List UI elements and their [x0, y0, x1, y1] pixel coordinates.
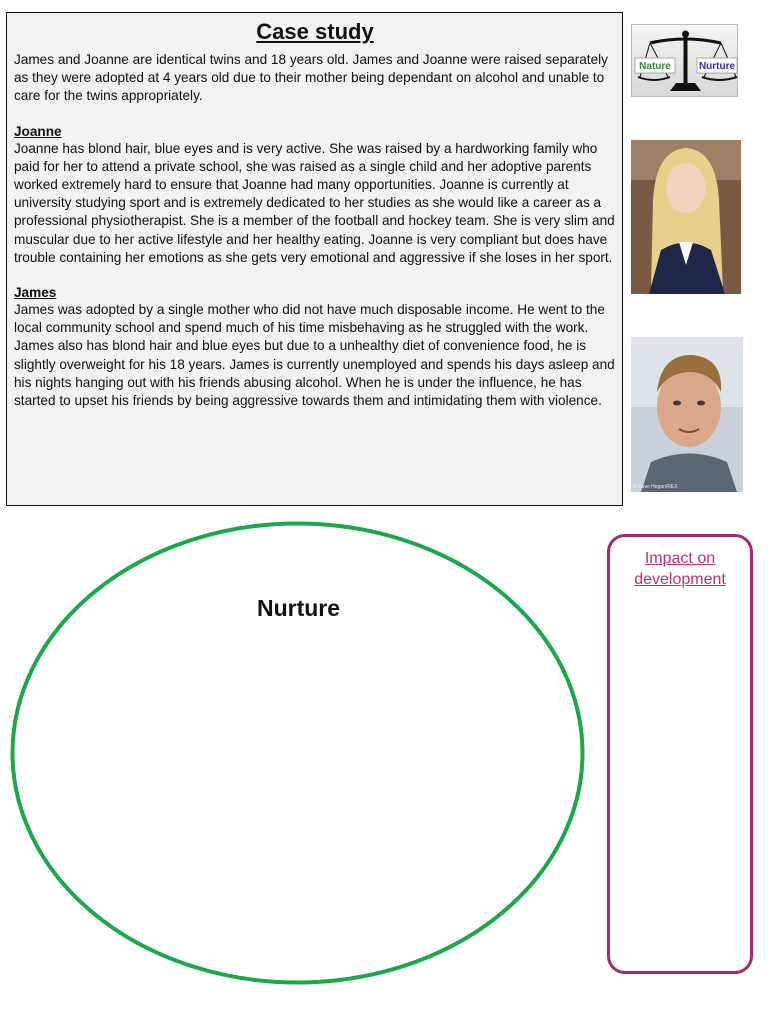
james-photo [631, 337, 743, 492]
case-study-intro: James and Joanne are identical twins and 18 years old. James and Joanne were raised separately as they were adopted at 4 years old due to their mother being dependant on alcohol and unable to care for the twins appropriately. [14, 52, 608, 104]
nature-label: Nature [639, 61, 671, 72]
joanne-section [14, 124, 616, 267]
impact-title: Impact on development [634, 550, 726, 588]
james-photo-caption: © Dave Hogan/REX [633, 484, 678, 490]
impact-on-development-box[interactable] [607, 534, 753, 974]
case-study-title: Case study [256, 19, 374, 44]
person-female-icon [631, 140, 741, 294]
joanne-text: Joanne has blond hair, blue eyes and is very active. She was raised by a hardworking family who paid for her to attend a private school, she was raised as a single child and her adoptive parents worked extremely hard to ensure that Joanne had many opportunities. Joanne is currently at university studying sport and is extremely dedicated to her studies as she would like a career as a professional physiotherapist. She is a member of the football and hockey team. She is very slim and muscular due to her active lifestyle and her healthy eating. Joanne is very compliant but does have trouble containing her emotions as she gets very emotional and aggressive if she loses in her sport. [14, 140, 615, 265]
joanne-photo [631, 140, 741, 294]
joanne-heading: Joanne [14, 123, 62, 139]
james-heading: James [14, 285, 57, 301]
person-male-icon [631, 337, 743, 492]
case-study-box [6, 12, 623, 506]
scales-icon [632, 25, 739, 98]
scale-image [631, 24, 738, 97]
james-text: James was adopted by a single mother who did not have much disposable income. He went to the local community school and spend much of his time misbehaving as he struggled with the work. James also has blond hair and blue eyes but due to a unhealthy diet of convenience food, he is slightly overweight for his 18 years. James is currently unemployed and spends his days asleep and his nights hanging out with his friends abusing alcohol. When he is under the influence, he has started to upset his friends by being aggressive towards them and intimidating them with violence. [14, 302, 615, 409]
james-section [14, 285, 616, 410]
nurture-oval [10, 521, 585, 985]
nurture-scale-label: Nurture [698, 61, 736, 72]
nurture-oval-label: Nurture [256, 595, 341, 621]
